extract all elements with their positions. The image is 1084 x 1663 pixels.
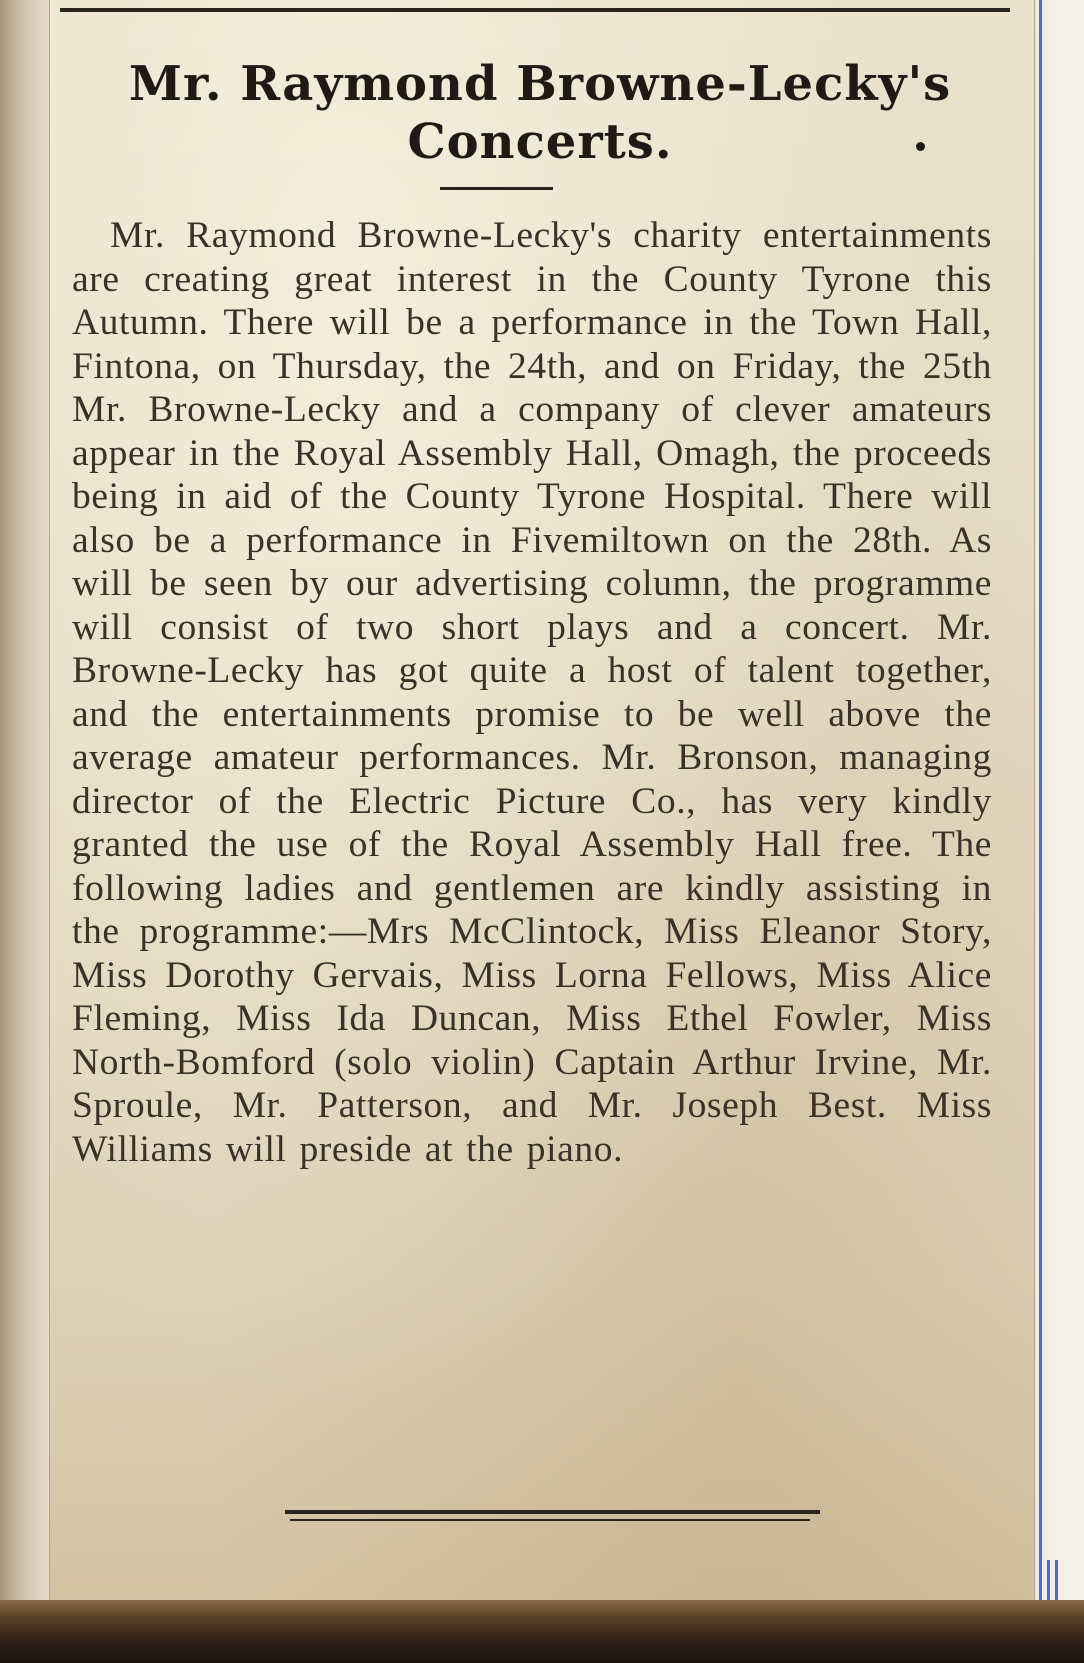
album-margin-rule-3 — [1055, 1560, 1058, 1600]
album-binding-shadow — [0, 1600, 1084, 1663]
album-page-edge — [0, 0, 38, 1600]
album-margin-rule — [1039, 0, 1042, 1600]
album-margin-rule-2 — [1047, 1560, 1050, 1600]
ink-speck — [916, 142, 925, 151]
article-body: Mr. Raymond Browne-Lecky's charity entertainments are creating great interest in the County Tyrone this Autumn. There will be a performance in the Town Hall, Fintona, on Thursday, the 24th, and on Friday, the 25th Mr. Browne-Lecky and a company of clever amateurs appear in the Royal Assembly Hall, Omagh, the proceeds being in aid of the County Tyrone Hospital. There will also be a performance in Fivemiltown on the 28th. As will be seen by our advertising column, the programme will consist of two short plays and a concert. Mr. Browne-Lecky has got quite a host of talent together, and the entertainments promise to be well above the average amateur performances. Mr. Bronson, managing director of the Electric Picture Co., has very kindly granted the use of the Royal Assembly Hall free. The following ladies and gentlemen are kindly assisting in the programme:—Mrs McClintock, Miss Eleanor Story, Miss Dorothy Gervais, Miss Lorna Fellows, Miss Alice Fleming, Miss Ida Duncan, Miss Ethel Fowler, Miss North-Bomford (solo violin) Captain Arthur Irvine, Mr. Sproule, Mr. Patterson, and Mr. Joseph Best. Miss Williams will preside at the piano. — [72, 215, 992, 1170]
title-underline-rule — [440, 187, 553, 190]
article-end-rule-thin — [290, 1519, 810, 1521]
column-top-rule — [60, 8, 1010, 12]
article-end-rule — [285, 1510, 820, 1514]
newspaper-clipping — [50, 0, 1034, 1605]
album-right-margin — [1036, 0, 1084, 1600]
article-title: Mr. Raymond Browne-Lecky's Concerts. — [128, 56, 952, 170]
